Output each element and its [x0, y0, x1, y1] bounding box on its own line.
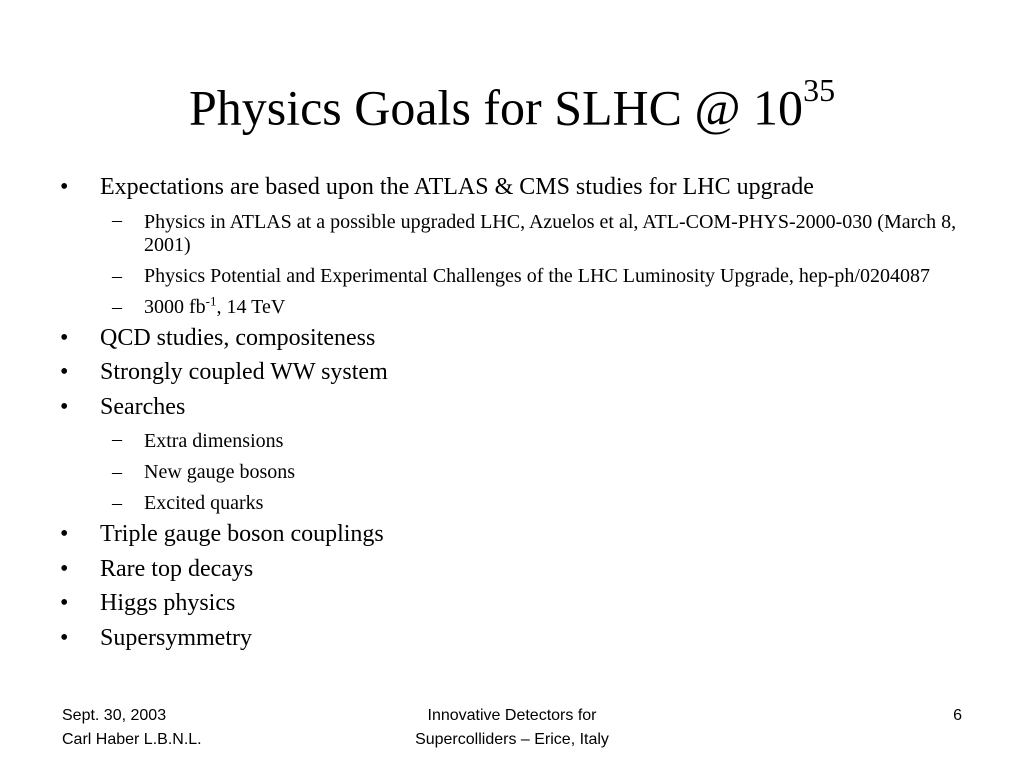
bullet-text: Higgs physics [100, 590, 236, 616]
slide-title [0, 60, 1024, 144]
bullet-triple-gauge [60, 517, 990, 552]
page-number: 6 [953, 707, 962, 724]
bullet-marker: • [60, 174, 69, 200]
bullet-marker: • [60, 521, 69, 547]
subitem-text-before: 3000 fb [144, 295, 206, 318]
bullet-text: Strongly coupled WW system [100, 359, 388, 385]
subitem-superscript: -1 [205, 292, 217, 308]
bullet-text: Searches [100, 393, 186, 420]
footer-date: Sept. 30, 2003 [62, 707, 167, 724]
bullet-list [60, 170, 990, 655]
bullet-rare-top [60, 552, 990, 587]
subitem-marker: – [112, 208, 122, 231]
subitem-text: New gauge bosons [144, 461, 296, 483]
subitem-text: Physics in ATLAS at a possible upgraded LHC, Azuelos et al, ATL-COM-PHYS-2000-030 (March 8, 2001) [144, 210, 957, 256]
slide-title-text: Physics Goals for SLHC @ 10 [188, 79, 804, 136]
bullet-marker: • [60, 359, 69, 385]
bullet-text: Expectations are based upon the ATLAS & CMS studies for LHC upgrade [100, 174, 814, 200]
footer-author: Carl Haber L.B.N.L. [62, 731, 202, 748]
subitem-marker: – [112, 428, 122, 450]
bullet-text: QCD studies, compositeness [100, 324, 376, 351]
bullet-text: Rare top decays [100, 555, 254, 582]
bullet-text: Supersymmetry [100, 624, 252, 651]
bullet-higgs [60, 586, 990, 621]
footer-event-line-1: Innovative Detectors for [427, 707, 597, 724]
slide-title-superscript: 35 [803, 72, 836, 108]
bullet-marker: • [60, 590, 69, 616]
footer-event [362, 704, 662, 752]
footer-date-author [62, 704, 362, 752]
subitem-text: Physics Potential and Experimental Challenges of the LHC Luminosity Upgrade, hep-ph/0204087 [144, 264, 930, 287]
subitem-marker: – [112, 264, 122, 287]
subitem-excited-quarks [60, 488, 990, 517]
bullet-marker: • [60, 624, 69, 651]
bullet-marker: • [60, 324, 69, 351]
subitem-luminosity-energy [60, 292, 990, 321]
bullet-qcd [60, 321, 990, 356]
subitem-marker: – [112, 461, 122, 483]
bullet-marker: • [60, 393, 69, 420]
bullet-ww-system [60, 355, 990, 390]
subitem-text: Extra dimensions [144, 430, 284, 452]
subitem-extra-dimensions [60, 424, 990, 457]
footer-event-line-2: Supercolliders – Erice, Italy [415, 731, 609, 748]
subitem-marker: – [112, 295, 122, 318]
bullet-text: Triple gauge boson couplings [100, 521, 384, 547]
subitem-atlas-physics [60, 205, 990, 261]
subitem-text-after: , 14 TeV [216, 295, 286, 318]
subitem-marker: – [112, 492, 122, 514]
subitem-gauge-bosons [60, 457, 990, 488]
bullet-searches [60, 390, 990, 425]
bullet-supersymmetry [60, 621, 990, 656]
bullet-expectations [60, 170, 990, 205]
subitem-luminosity-upgrade [60, 261, 990, 292]
bullet-marker: • [60, 555, 69, 582]
subitem-text: Excited quarks [144, 492, 264, 514]
